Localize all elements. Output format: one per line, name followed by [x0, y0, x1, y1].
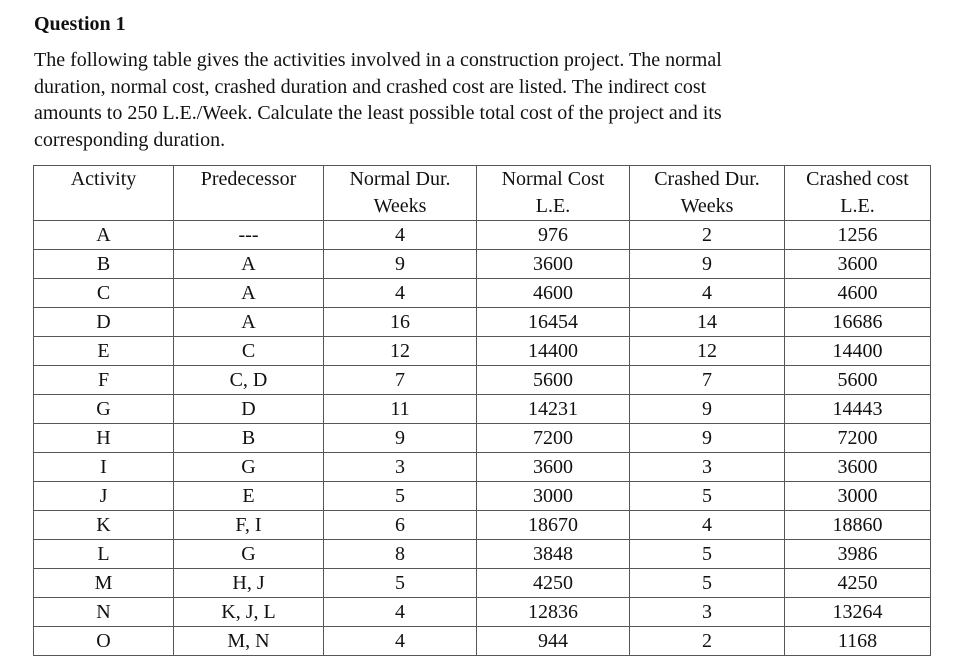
- cell-predecessor: E: [174, 482, 324, 511]
- cell-predecessor: G: [174, 540, 324, 569]
- cell-normal-cost: 976: [477, 221, 630, 250]
- activities-table: [33, 165, 931, 656]
- cell-predecessor: A: [174, 308, 324, 337]
- cell-crashed-cost: 13264: [785, 598, 931, 627]
- cell-normal-cost: 3600: [477, 250, 630, 279]
- table-row: [34, 627, 931, 656]
- question-text-line: The following table gives the activities involved in a construction project. The normal: [34, 49, 722, 71]
- cell-normal-cost: 12836: [477, 598, 630, 627]
- cell-activity: E: [34, 337, 174, 366]
- cell-predecessor: A: [174, 279, 324, 308]
- cell-normal-cost: 4600: [477, 279, 630, 308]
- cell-crashed-cost: 16686: [785, 308, 931, 337]
- cell-normal-duration: 12: [324, 337, 477, 366]
- cell-normal-cost: 3600: [477, 453, 630, 482]
- cell-predecessor: M, N: [174, 627, 324, 656]
- cell-activity: L: [34, 540, 174, 569]
- table-row: [34, 569, 931, 598]
- table-row: [34, 337, 931, 366]
- cell-activity: D: [34, 308, 174, 337]
- cell-predecessor: ---: [174, 221, 324, 250]
- cell-crashed-duration: 3: [630, 598, 785, 627]
- column-header-crashed-duration: Crashed Dur.: [630, 166, 785, 194]
- cell-normal-duration: 3: [324, 453, 477, 482]
- cell-normal-duration: 9: [324, 424, 477, 453]
- cell-crashed-cost: 5600: [785, 366, 931, 395]
- cell-predecessor: H, J: [174, 569, 324, 598]
- cell-crashed-cost: 4600: [785, 279, 931, 308]
- cell-normal-cost: 14231: [477, 395, 630, 424]
- cell-activity: G: [34, 395, 174, 424]
- cell-normal-duration: 16: [324, 308, 477, 337]
- cell-normal-cost: 7200: [477, 424, 630, 453]
- cell-activity: O: [34, 627, 174, 656]
- cell-activity: K: [34, 511, 174, 540]
- table-row: [34, 279, 931, 308]
- table-row: [34, 221, 931, 250]
- cell-crashed-duration: 12: [630, 337, 785, 366]
- cell-activity: M: [34, 569, 174, 598]
- cell-predecessor: G: [174, 453, 324, 482]
- cell-crashed-cost: 3000: [785, 482, 931, 511]
- question-text: [34, 47, 934, 153]
- cell-normal-duration: 5: [324, 482, 477, 511]
- cell-crashed-cost: 1168: [785, 627, 931, 656]
- cell-crashed-cost: 3600: [785, 250, 931, 279]
- column-header-activity: Activity: [34, 166, 174, 194]
- column-header-crashed-cost: Crashed cost: [785, 166, 931, 194]
- cell-crashed-cost: 3600: [785, 453, 931, 482]
- cell-crashed-cost: 14400: [785, 337, 931, 366]
- cell-normal-cost: 4250: [477, 569, 630, 598]
- cell-crashed-duration: 3: [630, 453, 785, 482]
- table-row: [34, 366, 931, 395]
- cell-normal-duration: 4: [324, 279, 477, 308]
- question-title: Question 1: [34, 13, 126, 35]
- cell-predecessor: F, I: [174, 511, 324, 540]
- question-text-line: corresponding duration.: [34, 128, 226, 151]
- cell-predecessor: B: [174, 424, 324, 453]
- cell-crashed-cost: 18860: [785, 511, 931, 540]
- table-row: [34, 250, 931, 279]
- cell-activity: I: [34, 453, 174, 482]
- cell-activity: F: [34, 366, 174, 395]
- cell-activity: A: [34, 221, 174, 250]
- column-header-unit-activity: [34, 193, 174, 221]
- cell-predecessor: K, J, L: [174, 598, 324, 627]
- question-text-line: duration, normal cost, crashed duration and crashed cost are listed. The indirect cost: [34, 75, 707, 98]
- cell-normal-duration: 6: [324, 511, 477, 540]
- cell-normal-cost: 18670: [477, 511, 630, 540]
- table-row: [34, 395, 931, 424]
- table-row: [34, 453, 931, 482]
- question-text-line: amounts to 250 L.E./Week. Calculate the least possible total cost of the project and its: [34, 102, 722, 124]
- cell-crashed-cost: 7200: [785, 424, 931, 453]
- cell-crashed-duration: 9: [630, 395, 785, 424]
- cell-crashed-duration: 5: [630, 540, 785, 569]
- cell-normal-duration: 8: [324, 540, 477, 569]
- cell-crashed-cost: 14443: [785, 395, 931, 424]
- cell-predecessor: C: [174, 337, 324, 366]
- cell-crashed-duration: 2: [630, 221, 785, 250]
- cell-crashed-cost: 4250: [785, 569, 931, 598]
- table-header-row: [34, 166, 931, 194]
- table-row: [34, 540, 931, 569]
- table-body: [34, 221, 931, 656]
- cell-crashed-duration: 7: [630, 366, 785, 395]
- cell-normal-cost: 5600: [477, 366, 630, 395]
- cell-predecessor: A: [174, 250, 324, 279]
- table-row: [34, 598, 931, 627]
- cell-crashed-duration: 9: [630, 424, 785, 453]
- cell-crashed-cost: 3986: [785, 540, 931, 569]
- cell-predecessor: C, D: [174, 366, 324, 395]
- table-row: [34, 482, 931, 511]
- cell-crashed-duration: 9: [630, 250, 785, 279]
- cell-normal-duration: 9: [324, 250, 477, 279]
- cell-crashed-cost: 1256: [785, 221, 931, 250]
- column-header-unit-crashed-duration: Weeks: [630, 193, 785, 221]
- column-header-unit-normal-cost: L.E.: [477, 193, 630, 221]
- cell-crashed-duration: 14: [630, 308, 785, 337]
- column-header-normal-cost: Normal Cost: [477, 166, 630, 194]
- cell-crashed-duration: 5: [630, 482, 785, 511]
- column-header-predecessor: Predecessor: [174, 166, 324, 194]
- table-row: [34, 308, 931, 337]
- cell-activity: B: [34, 250, 174, 279]
- cell-crashed-duration: 2: [630, 627, 785, 656]
- cell-activity: C: [34, 279, 174, 308]
- cell-normal-cost: 944: [477, 627, 630, 656]
- cell-activity: J: [34, 482, 174, 511]
- cell-normal-duration: 4: [324, 221, 477, 250]
- cell-crashed-duration: 4: [630, 511, 785, 540]
- column-header-normal-duration: Normal Dur.: [324, 166, 477, 194]
- cell-crashed-duration: 5: [630, 569, 785, 598]
- table-header-row: [34, 193, 931, 221]
- column-header-unit-normal-duration: Weeks: [324, 193, 477, 221]
- cell-normal-cost: 3000: [477, 482, 630, 511]
- cell-normal-duration: 7: [324, 366, 477, 395]
- cell-predecessor: D: [174, 395, 324, 424]
- cell-crashed-duration: 4: [630, 279, 785, 308]
- cell-normal-duration: 5: [324, 569, 477, 598]
- table-row: [34, 511, 931, 540]
- cell-normal-cost: 3848: [477, 540, 630, 569]
- column-header-unit-predecessor: [174, 193, 324, 221]
- cell-normal-cost: 16454: [477, 308, 630, 337]
- cell-activity: N: [34, 598, 174, 627]
- cell-normal-cost: 14400: [477, 337, 630, 366]
- cell-normal-duration: 4: [324, 627, 477, 656]
- table-row: [34, 424, 931, 453]
- cell-normal-duration: 11: [324, 395, 477, 424]
- column-header-unit-crashed-cost: L.E.: [785, 193, 931, 221]
- cell-normal-duration: 4: [324, 598, 477, 627]
- cell-activity: H: [34, 424, 174, 453]
